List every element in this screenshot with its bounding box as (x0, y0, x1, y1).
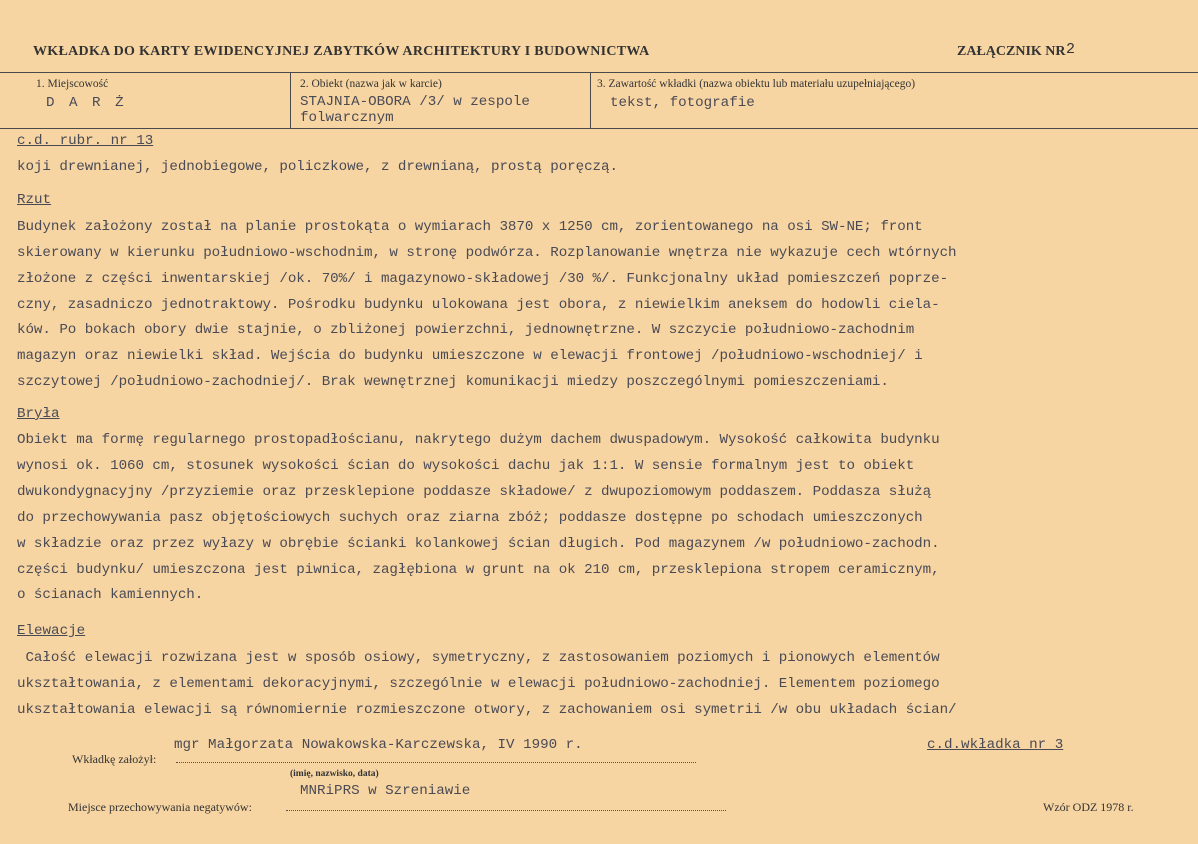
body-line: ków. Po bokach obory dwie stajnie, o zbliżonej powierzchni, jednownętrzne. W szczycie południowo-zachodnim (17, 322, 915, 338)
body-line: szczytowej /południowo-zachodniej/. Brak wewnętrznej komunikacji miedzy poszczególnymi pomieszczeniami. (17, 374, 889, 390)
object-value-line1: STAJNIA-OBORA /3/ w zespole (300, 94, 530, 110)
body-line: części budynku/ umieszczona jest piwnica, zagłębiona w grunt na ok 210 cm, przesklepiona stropem ceramicznym, (17, 562, 940, 578)
storage-label: Miejsce przechowywania negatywów: (68, 800, 252, 814)
field-divider-2 (590, 72, 591, 128)
section-heading-elewacje: Elewacje (17, 623, 86, 639)
locality-value: D A R Ż (46, 95, 127, 111)
body-line: o ścianach kamiennych. (17, 587, 204, 603)
annex-label: ZAŁĄCZNIK NR (957, 44, 1066, 59)
fields-rule (0, 128, 1198, 129)
object-label: 2. Obiekt (nazwa jak w karcie) (300, 78, 442, 90)
section-heading-rzut: Rzut (17, 192, 52, 208)
author-hint: (imię, nazwisko, data) (290, 769, 379, 779)
body-line: w składzie oraz przez wyłazy w obrębie ścianki kolankowej ścian długich. Pod magazynem /w południowo-zachodn. (17, 536, 940, 552)
author-label: Wkładkę założył: (72, 752, 157, 766)
contents-value: tekst, fotografie (610, 95, 755, 111)
body-line: złożone z części inwentarskiej /ok. 70%/ i magazynowo-składowej /30 %/. Funkcjonalny układ pomieszczeń poprze- (17, 271, 949, 287)
body-line: ukształtowania elewacji są równomiernie rozmieszczone otwory, z zachowaniem osi symetrii /w obu układach ścian/ (17, 702, 957, 718)
card-title: WKŁADKA DO KARTY EWIDENCYJNEJ ZABYTKÓW ARCHITEKTURY I BUDOWNICTWA (33, 44, 650, 59)
object-value-line2: folwarcznym (300, 110, 394, 126)
body-line: Obiekt ma formę regularnego prostopadłościanu, nakrytego dużym dachem dwuspadowym. Wysokość całkowita budynku (17, 432, 940, 448)
body-line: Całość elewacji rozwizana jest w sposób osiowy, symetryczny, z zastosowaniem poziomych i pionowych elementów (17, 650, 940, 666)
field-divider-1 (290, 72, 291, 128)
body-line: skierowany w kierunku południowo-wschodnim, w stronę podwórza. Rozplanowanie wnętrza nie wykazuje cech wtórnych (17, 245, 957, 261)
body-line: Budynek założony został na planie prostokąta o wymiarach 3870 x 1250 cm, zorientowanego na osi SW-NE; front (17, 219, 923, 235)
body-line: dwukondygnacyjny /przyziemie oraz przesklepione poddasze składowe/ z dwupoziomowym poddaszem. Poddasza służą (17, 484, 932, 500)
body-line: ukształtowania, z elementami dekoracyjnymi, szczególnie w elewacji południowo-zachodniej. Elementem poziomego (17, 676, 940, 692)
storage-value: MNRiPRS w Szreniawie (300, 783, 471, 799)
continued-note: c.d.wkładka nr 3 (927, 737, 1064, 753)
author-dotted-line (176, 762, 696, 763)
section-heading-bryla: Bryła (17, 406, 60, 422)
body-line: do przechowywania pasz objętościowych suchych oraz ziarna zbóż; poddasze dostępne po schodach umieszczonych (17, 510, 923, 526)
annex-number: 2 (1066, 41, 1076, 58)
locality-label: 1. Miejscowość (36, 78, 109, 90)
author-value: mgr Małgorzata Nowakowska-Karczewska, IV 1990 r. (174, 737, 583, 753)
body-line: czny, zasadniczo jednotraktowy. Pośrodku budynku ulokowana jest obora, z niewielkim aneksem do hodowli ciela- (17, 297, 940, 313)
contents-label: 3. Zawartość wkładki (nazwa obiektu lub materiału uzupełniającego) (597, 78, 916, 90)
body-line: magazyn oraz niewielki skład. Wejścia do budynku umieszczone w elewacji frontowej /południowo-wschodniej/ i (17, 348, 923, 364)
body-line: wynosi ok. 1060 cm, stosunek wysokości ścian do wysokości dachu jak 1:1. W sensie formalnym jest to obiekt (17, 458, 915, 474)
continuation-heading: c.d. rubr. nr 13 (17, 133, 154, 149)
intro-line: koji drewnianej, jednobiegowe, policzkowe, z drewnianą, prostą poręczą. (17, 159, 618, 175)
storage-dotted-line (286, 810, 726, 811)
form-model: Wzór ODZ 1978 r. (1043, 800, 1134, 814)
header-rule (0, 72, 1198, 73)
